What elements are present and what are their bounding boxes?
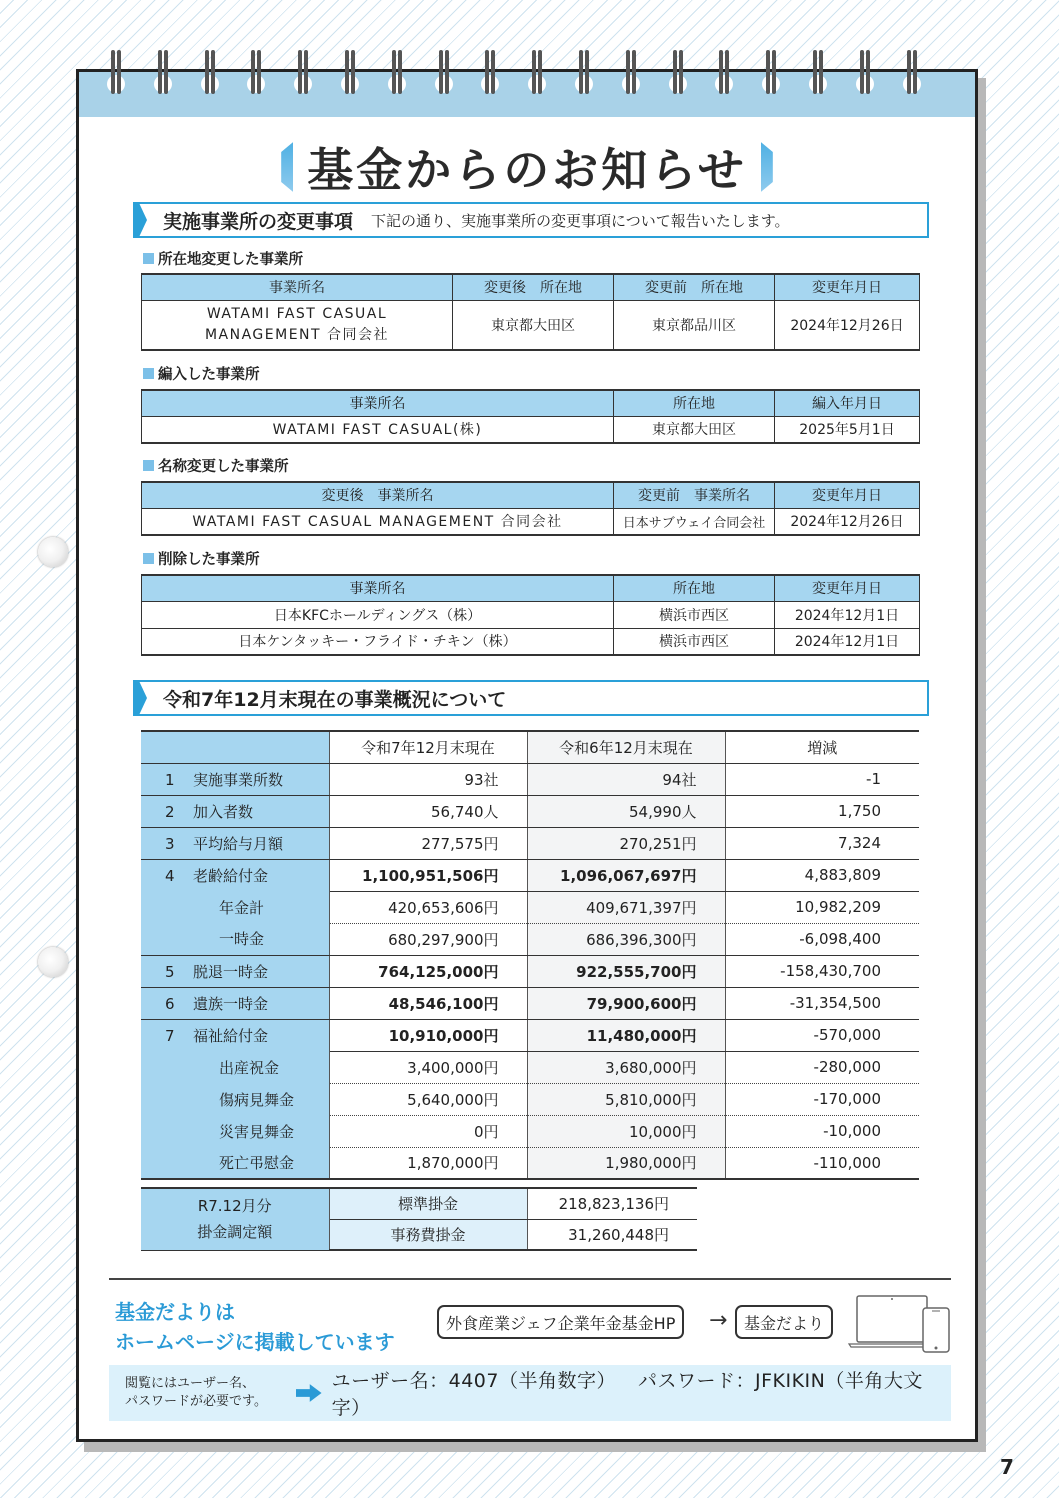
value-r7: 277,575円 [329, 827, 527, 859]
value-r6: 54,990人 [527, 795, 725, 827]
cell-after: WATAMI FAST CASUAL MANAGEMENT 合同会社 [142, 508, 614, 535]
row-number: 3 [165, 834, 175, 853]
value-r6: 1,980,000円 [527, 1147, 725, 1179]
spiral-ring-icon [106, 50, 126, 102]
label-line: 掛金調定額 [197, 1223, 273, 1242]
table-row [142, 416, 920, 443]
value-diff: -158,430,700 [725, 955, 919, 987]
contribution-item-value: 218,823,136円 [527, 1188, 697, 1219]
value-r7: 764,125,000円 [329, 955, 527, 987]
notebook-page [76, 69, 978, 1442]
title-block [79, 134, 975, 200]
spiral-ring-icon [714, 50, 734, 102]
value-r7: 93社 [329, 763, 527, 795]
table-row [141, 1188, 697, 1219]
sublabel-added [143, 363, 260, 384]
value-diff: -1 [725, 763, 919, 795]
homepage-link[interactable]: 外食産業ジェフ企業年金基金HP [437, 1305, 684, 1339]
newsletter-link[interactable]: 基金だより [735, 1305, 833, 1339]
sublabel-text: 所在地変更した事業所 [158, 252, 303, 268]
row-label [141, 1019, 329, 1051]
removed-table [141, 574, 920, 656]
col-header: 変更前 所在地 [614, 274, 775, 300]
cell-name: 日本ケンタッキー・フライド・チキン（株） [142, 628, 614, 655]
row-label [141, 1147, 329, 1179]
renamed-table [141, 481, 920, 536]
value-diff: -170,000 [725, 1083, 919, 1115]
title-left-bracket-icon [281, 142, 293, 192]
row-label-text: 傷病見舞金 [219, 1090, 295, 1109]
page-title-wrap [281, 134, 773, 200]
section-title: 実施事業所の変更事項 [163, 210, 354, 233]
contribution-item-value: 31,260,448円 [527, 1219, 697, 1250]
spiral-ring-icon [621, 50, 641, 102]
label-line: R7.12月分 [197, 1197, 272, 1216]
value-diff: -110,000 [725, 1147, 919, 1179]
sublabel-relocated [143, 248, 303, 269]
table-row [141, 955, 919, 987]
table-row [141, 891, 919, 923]
value-r7: 5,640,000円 [329, 1083, 527, 1115]
right-arrow-icon [296, 1384, 322, 1402]
spiral-ring-icon [153, 50, 173, 102]
value-r6: 270,251円 [527, 827, 725, 859]
col-header: 変更前 事業所名 [614, 482, 775, 508]
table-row [141, 1051, 919, 1083]
credentials-text [332, 1366, 951, 1420]
table-row [142, 300, 920, 350]
value-diff: -10,000 [725, 1115, 919, 1147]
overview-table [141, 730, 919, 1180]
cell-name [142, 300, 453, 350]
row-number: 2 [165, 802, 175, 821]
table-row [141, 923, 919, 955]
col-header: 事業所名 [142, 575, 614, 601]
table-row [141, 1083, 919, 1115]
relocated-table [141, 273, 920, 351]
value-r7: 10,910,000円 [329, 1019, 527, 1051]
value-diff: -31,354,500 [725, 987, 919, 1019]
note-line: パスワードが必要です。 [125, 1394, 267, 1409]
value-r7: 680,297,900円 [329, 923, 527, 955]
value-r6: 10,000円 [527, 1115, 725, 1147]
sublabel-text: 削除した事業所 [158, 552, 260, 568]
row-label [141, 1083, 329, 1115]
value-diff: -570,000 [725, 1019, 919, 1051]
spiral-ring-icon [574, 50, 594, 102]
cell-after: 東京都大田区 [453, 300, 614, 350]
row-label-text: 福祉給付金 [193, 1026, 269, 1045]
row-label-text: 一時金 [219, 930, 265, 949]
row-label [141, 891, 329, 923]
col-header: 所在地 [614, 575, 775, 601]
arrow-icon: → [709, 1308, 728, 1333]
cell-before: 日本サブウェイ合同会社 [614, 508, 775, 535]
table-row [141, 1147, 919, 1179]
table-row [141, 795, 919, 827]
value-r6: 922,555,700円 [527, 955, 725, 987]
username-text: ユーザー名：4407（半角数字） [331, 1370, 616, 1392]
spiral-ring-icon [480, 50, 500, 102]
square-bullet-icon [143, 553, 154, 564]
spiral-ring-icon [434, 50, 454, 102]
table-row [141, 859, 919, 891]
row-label-text: 脱退一時金 [193, 962, 269, 981]
binder-hole-top [38, 537, 68, 567]
col-header: 変更年月日 [775, 482, 920, 508]
table-row [141, 987, 919, 1019]
sublabel-removed [143, 548, 260, 569]
value-r7: 1,100,951,506円 [329, 859, 527, 891]
spiral-ring-icon [808, 50, 828, 102]
note-line: 閲覧にはユーザー名、 [125, 1376, 256, 1391]
value-diff: 4,883,809 [725, 859, 919, 891]
row-label-text: 年金計 [219, 898, 265, 917]
spiral-ring-icon [293, 50, 313, 102]
col-header-r6: 令和6年12月末現在 [527, 731, 725, 763]
row-label [141, 987, 329, 1019]
promo-line: 基金だよりは [115, 1300, 235, 1324]
table-row [142, 508, 920, 535]
row-number: 6 [165, 994, 175, 1013]
table-row [141, 827, 919, 859]
row-label-text: 災害見舞金 [219, 1122, 295, 1141]
row-label-text: 死亡弔慰金 [219, 1154, 295, 1172]
cell-date: 2024年12月1日 [775, 628, 920, 655]
page-title: 基金からのお知らせ [307, 143, 747, 197]
col-header: 所在地 [614, 390, 775, 416]
page-number: 7 [1000, 1455, 1014, 1479]
row-number: 5 [165, 962, 175, 981]
laptop-phone-icon [847, 1294, 951, 1356]
value-r7: 3,400,000円 [329, 1051, 527, 1083]
value-r6: 94社 [527, 763, 725, 795]
value-diff: 7,324 [725, 827, 919, 859]
cell-date: 2024年12月26日 [775, 300, 920, 350]
value-r7: 0円 [329, 1115, 527, 1147]
col-header: 変更年月日 [775, 274, 920, 300]
cell-location: 横浜市西区 [614, 628, 775, 655]
col-header-diff: 増減 [725, 731, 919, 763]
row-label-text: 遺族一時金 [193, 994, 269, 1013]
credentials-note [125, 1375, 292, 1411]
table-row [142, 601, 920, 628]
value-r7: 56,740人 [329, 795, 527, 827]
title-right-bracket-icon [761, 142, 773, 192]
credentials-bar [109, 1365, 951, 1421]
row-label [141, 795, 329, 827]
cell-date: 2025年5月1日 [775, 416, 920, 443]
col-header-blank [141, 731, 329, 763]
promo-line: ホームページに掲載しています [115, 1330, 395, 1354]
value-r7: 1,870,000円 [329, 1147, 527, 1179]
square-bullet-icon [143, 253, 154, 264]
table-row [141, 763, 919, 795]
value-r6: 5,810,000円 [527, 1083, 725, 1115]
contribution-item-label: 事務費掛金 [329, 1219, 527, 1250]
value-diff: -280,000 [725, 1051, 919, 1083]
table-row [141, 1115, 919, 1147]
spiral-ring-icon [761, 50, 781, 102]
col-header-r7: 令和7年12月末現在 [329, 731, 527, 763]
row-label [141, 1115, 329, 1147]
contribution-table [141, 1187, 697, 1251]
col-header: 変更後 所在地 [453, 274, 614, 300]
spiral-ring-icon [902, 50, 922, 102]
col-header: 変更年月日 [775, 575, 920, 601]
spiral-ring-icon [527, 50, 547, 102]
value-r6: 1,096,067,697円 [527, 859, 725, 891]
row-label-text: 加入者数 [193, 802, 254, 821]
sublabel-text: 編入した事業所 [158, 367, 260, 383]
password-text: パスワード：JFKIKIN（半角大文字） [331, 1370, 923, 1419]
row-label [141, 859, 329, 891]
added-table [141, 389, 920, 444]
sublabel-text: 名称変更した事業所 [158, 459, 289, 475]
name-line: MANAGEMENT 合同会社 [204, 326, 390, 343]
row-label-text: 出産祝金 [219, 1058, 280, 1077]
cell-location: 東京都大田区 [614, 416, 775, 443]
row-label-text: 老齢給付金 [193, 866, 269, 885]
value-diff: 10,982,209 [725, 891, 919, 923]
value-r6: 11,480,000円 [527, 1019, 725, 1051]
value-r6: 79,900,600円 [527, 987, 725, 1019]
cell-name: WATAMI FAST CASUAL(株) [142, 416, 614, 443]
col-header: 事業所名 [142, 390, 614, 416]
cell-before: 東京都品川区 [614, 300, 775, 350]
row-label [141, 923, 329, 955]
row-label-text: 平均給与月額 [193, 834, 284, 853]
cell-name: 日本KFCホールディングス（株） [142, 601, 614, 628]
contribution-label [141, 1188, 329, 1250]
value-diff: -6,098,400 [725, 923, 919, 955]
row-label [141, 763, 329, 795]
cell-location: 横浜市西区 [614, 601, 775, 628]
spiral-ring-icon [340, 50, 360, 102]
col-header: 編入年月日 [775, 390, 920, 416]
spiral-ring-icon [387, 50, 407, 102]
table-row [142, 628, 920, 655]
row-number: 1 [165, 770, 175, 789]
section-subtitle: 下記の通り、実施事業所の変更事項について報告いたします。 [371, 211, 790, 230]
row-label-text: 実施事業所数 [193, 770, 284, 789]
section-title: 令和7年12月末現在の事業概況について [163, 688, 507, 711]
square-bullet-icon [143, 460, 154, 471]
overview-header-row [141, 731, 919, 763]
value-diff: 1,750 [725, 795, 919, 827]
spiral-ring-icon [668, 50, 688, 102]
row-number: 4 [165, 866, 175, 885]
row-label [141, 827, 329, 859]
divider [109, 1278, 951, 1280]
spiral-ring-icon [246, 50, 266, 102]
value-r7: 420,653,606円 [329, 891, 527, 923]
promo-text [115, 1297, 395, 1357]
value-r6: 3,680,000円 [527, 1051, 725, 1083]
section-header-changes [133, 202, 929, 238]
name-line: WATAMI FAST CASUAL [206, 305, 388, 322]
col-header: 事業所名 [142, 274, 453, 300]
spiral-ring-icon [855, 50, 875, 102]
value-r6: 409,671,397円 [527, 891, 725, 923]
cell-date: 2024年12月1日 [775, 601, 920, 628]
contribution-item-label: 標準掛金 [329, 1188, 527, 1219]
table-row [141, 1019, 919, 1051]
section-header-overview [133, 680, 929, 716]
cell-date: 2024年12月26日 [775, 508, 920, 535]
row-number: 7 [165, 1026, 175, 1045]
binder-hole-bottom [38, 947, 68, 977]
col-header: 変更後 事業所名 [142, 482, 614, 508]
value-r7: 48,546,100円 [329, 987, 527, 1019]
sublabel-renamed [143, 455, 289, 476]
row-label [141, 1051, 329, 1083]
row-label [141, 955, 329, 987]
square-bullet-icon [143, 368, 154, 379]
spiral-ring-icon [200, 50, 220, 102]
value-r6: 686,396,300円 [527, 923, 725, 955]
